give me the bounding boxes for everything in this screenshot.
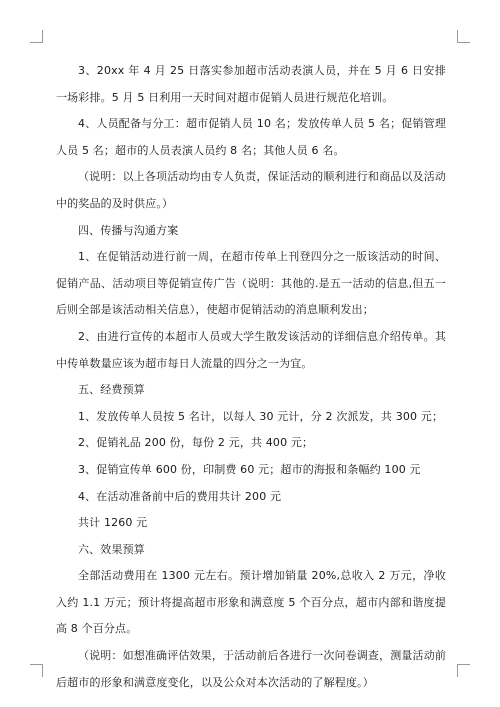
paragraph-flyer-advertising: 1、在促销活动进行前一周，在超市传单上刊登四分之一版该活动的时间、促销产品、活动项目等促销宣传广告（说明：其他的.是五一活动的信息,但五一后则全部是该活动相关信息），使超市促销活动的消息顺利发出；	[56, 250, 446, 317]
paragraph-staffing-note: （说明：以上各项活动均由专人负责，保证活动的顺利进行和商品以及活动中的奖品的及时供应。）	[56, 170, 446, 210]
section-heading-effect: 六、效果预算	[78, 542, 145, 556]
budget-item-flyer-staff: 1、发放传单人员按 5 名计，以每人 30 元计，分 2 次派发，共 300 元；	[78, 409, 444, 423]
paragraph-effect-note: （说明：如想准确评估效果，于活动前后各进行一次问卷调查，测量活动前后超市的形象和满意度变化，以及公众对本次活动的了解程度。）	[56, 649, 446, 689]
document-body	[56, 58, 446, 696]
budget-item-gifts: 2、促销礼品 200 份，每份 2 元，共 400 元；	[78, 436, 314, 450]
crop-mark-bottom-right	[457, 664, 470, 677]
paragraph-flyer-distribution: 2、由进行宣传的本超市人员或大学生散发该活动的详细信息介绍传单。其中传单数量应该为超市每日人流量的四分之一为宜。	[56, 329, 446, 370]
crop-mark-bottom-left	[30, 664, 43, 677]
section-heading-budget: 五、经费预算	[78, 383, 145, 397]
crop-mark-top-right	[457, 30, 470, 43]
paragraph-rehearsal-schedule: 3、20xx 年 4 月 25 日落实参加超市活动表演人员，并在 5 月 6 日安排一场彩排。5 月 5 日利用一天时间对超市促销人员进行规范化培训。	[56, 64, 446, 104]
crop-mark-top-left	[30, 30, 43, 43]
paragraph-staffing: 4、人员配备与分工：超市促销人员 10 名；发放传单人员 5 名；促销管理人员 5 名；超市的人员表演人员约 8 名；其他人员 6 名。	[56, 117, 446, 157]
budget-total: 共计 1260 元	[78, 516, 148, 530]
budget-item-other: 4、在活动准备前中后的费用共计 200 元	[78, 489, 282, 503]
section-heading-communication: 四、传播与沟通方案	[78, 223, 179, 237]
budget-item-printing: 3、促销宣传单 600 份，印制费 60 元；超市的海报和条幅约 100 元	[78, 462, 421, 476]
paragraph-effect-estimate: 全部活动费用在 1300 元左右。预计增加销量 20%,总收入 2 万元，净收入约 1.1 万元；预计将提高超市形象和满意度 5 个百分点，超市内部和谐度提高 8 个百分点。	[56, 569, 446, 636]
